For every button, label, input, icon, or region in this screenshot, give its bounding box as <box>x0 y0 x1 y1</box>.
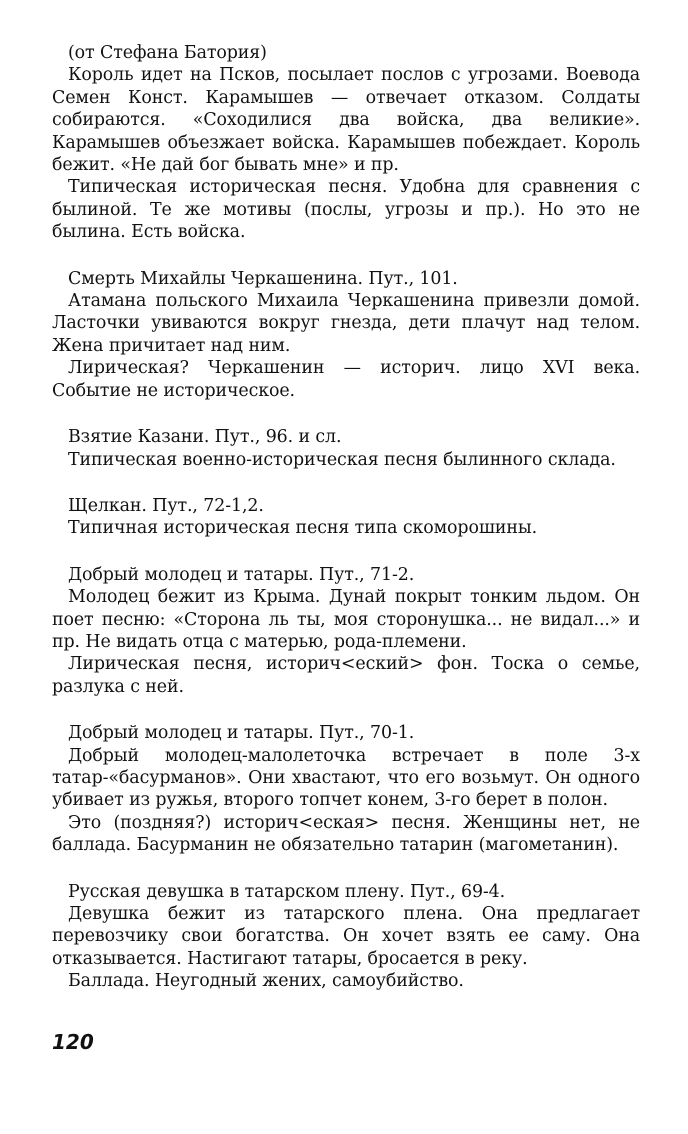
entry-comment: Лирическая? Черкашенин — историч. лицо XVI века. Событие не историческое. <box>52 358 640 401</box>
entry-title: Добрый молодец и татары. Пут., 70-1. <box>68 723 415 744</box>
entry-comment: Лирическая песня, историч<еский> фон. Тоска о семье, разлука с ней. <box>52 654 640 697</box>
entry-comment: Типичная историческая песня типа скоморошины. <box>68 518 538 539</box>
entry-title: Добрый молодец и татары. Пут., 71-2. <box>68 564 415 585</box>
entry-comment: Это (поздняя?) историч<еская> песня. Женщины нет, не баллада. Басурманин не обязательно татарин (магометанин). <box>52 812 640 856</box>
entry-comment: Типическая историческая песня. Удобна для сравнения с былиной. Те же мотивы (послы, угрозы и пр.). Но это не былина. Есть войска. <box>52 177 640 243</box>
entry-summary: Король идет на Псков, посылает послов с угрозами. Воевода Семен Конст. Карамышев — отвечает отказом. Солдаты собираются. «Соходилися два войска, два великие». Карамышев объезжает войска. Карамышев побеждает. Король бежит. «Не дай бог бывать мне» и пр. <box>52 65 640 176</box>
entry-title: Русская девушка в татарском плену. Пут., 69-4. <box>68 881 506 902</box>
entry-title: Смерть Михайлы Черкашенина. Пут., 101. <box>68 268 458 289</box>
page-body <box>52 42 640 993</box>
entry-summary: Девушка бежит из татарского плена. Она предлагает перевозчику свои богатства. Он хочет взять ее саму. Она отказывается. Настигают татары, бросается в реку. <box>52 904 640 969</box>
entry-cherkashenin <box>52 268 640 402</box>
entry-title: Взятие Казани. Пут., 96. и сл. <box>68 427 342 448</box>
entry-summary: Атамана польского Михаила Черкашенина привезли домой. Ласточки увиваются вокруг гнезда, дети плачут над телом. Жена причитает над ним. <box>52 291 640 356</box>
entry-title: (от Стефана Батория) <box>68 43 267 63</box>
page-number: 120 <box>52 1030 94 1054</box>
entry-russian-girl <box>52 881 640 993</box>
entry-summary: Молодец бежит из Крыма. Дунай покрыт тонким льдом. Он поет песню: «Сторона ль ты, моя сторонушка... не видал...» и пр. Не видать отца с матерью, рода-племени. <box>52 587 640 652</box>
entry-title: Щелкан. Пут., 72-1,2. <box>68 495 264 516</box>
entry-kazan <box>52 426 640 471</box>
entry-molodets-2 <box>52 722 640 856</box>
entry-shchelkan <box>52 495 640 540</box>
entry-comment: Баллада. Неугодный жених, самоубийство. <box>68 971 464 992</box>
entry-comment: Типическая военно-историческая песня былинного склада. <box>68 449 616 470</box>
entry-stefan-batory <box>52 42 640 244</box>
entry-molodets-1 <box>52 564 640 698</box>
entry-summary: Добрый молодец-малолеточка встречает в поле 3-х татар-«басурманов». Они хвастают, что его возьмут. Он одного убивает из ружья, второго топчет конем, 3-го берет в полон. <box>52 745 640 811</box>
